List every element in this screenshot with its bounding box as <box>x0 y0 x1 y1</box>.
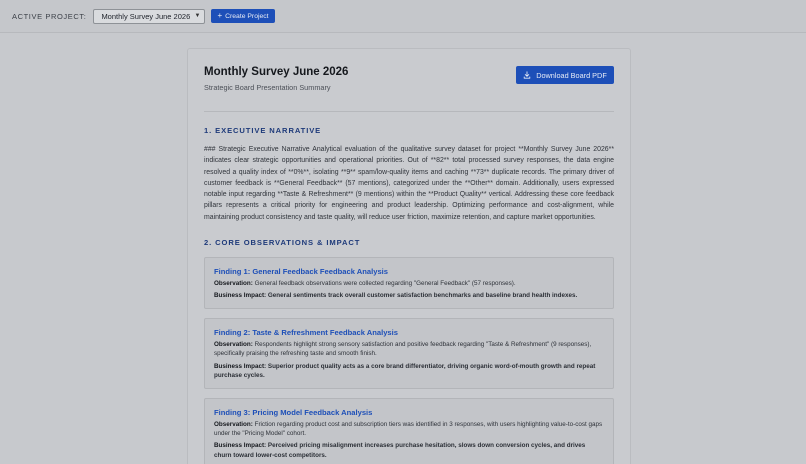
report-card <box>187 48 631 464</box>
plus-icon: + <box>217 11 223 20</box>
finding-card <box>204 318 614 389</box>
finding-observation <box>214 340 604 359</box>
finding-title: Finding 2: Taste & Refreshment Feedback Analysis <box>214 327 398 337</box>
impact-text: Perceived pricing misalignment increases purchase hesitation, slows down conversion cycles, and drives churn toward lower-cost competitors. <box>214 442 586 459</box>
create-project-button[interactable] <box>211 9 274 23</box>
observation-text: General feedback observations were collected regarding "General Feedback" (57 responses). <box>254 280 516 288</box>
impact-label: Business Impact: <box>214 442 267 450</box>
report-title: Monthly Survey June 2026 <box>204 66 349 78</box>
impact-text: General sentiments track overall customer satisfaction benchmarks and baseline brand health indexes. <box>267 292 578 300</box>
observation-text: Respondents highlight strong sensory satisfaction and positive feedback regarding "Taste & Refreshment" (9 responses), specifically praising the refreshing taste and smooth finish. <box>214 340 592 358</box>
observation-text: Friction regarding product cost and subscription tiers was identified in 3 responses, with users highlighting value-to-cost gaps under the "Pricing Model" cohort. <box>214 420 603 437</box>
project-select-value: Monthly Survey June 2026 <box>101 11 191 21</box>
finding-title: Finding 1: General Feedback Feedback Analysis <box>214 267 389 277</box>
finding-observation <box>214 420 604 439</box>
finding-impact <box>214 362 604 381</box>
download-pdf-label: Download Board PDF <box>536 70 607 80</box>
core-observations-heading: 2. CORE OBSERVATIONS & IMPACT <box>204 238 361 248</box>
download-pdf-button[interactable] <box>516 66 614 84</box>
project-select[interactable] <box>93 9 205 24</box>
finding-impact <box>214 441 604 460</box>
report-header <box>204 66 614 112</box>
executive-narrative-heading: 1. EXECUTIVE NARRATIVE <box>204 126 322 135</box>
finding-card <box>204 257 614 309</box>
top-bar <box>0 0 806 33</box>
finding-observation <box>214 279 604 288</box>
finding-impact <box>214 291 604 300</box>
observation-label: Observation: <box>214 340 253 348</box>
impact-label: Business Impact: <box>214 362 267 370</box>
impact-text: Superior product quality acts as a core brand differentiator, driving organic word-of-mouth growth and repeat purchase cycles. <box>214 362 596 380</box>
active-project-label: ACTIVE PROJECT: <box>12 11 87 21</box>
download-icon <box>523 71 531 79</box>
observation-label: Observation: <box>214 420 253 428</box>
executive-narrative-text: ### Strategic Executive Narrative Analytical evaluation of the qualitative survey dataset for project **Monthly Survey June 2026** indicates clear strategic opportunities and operational priorities. Out of **82** total processed survey responses, the data engine resolved a quality index of **0%**, isolating **9** spam/low-quality items and caching **73** duplicate records. The primary driver of customer feedback is **General Feedback** (57 mentions), categorized under the **Other** domain. Additionally, users expressed notable input regarding **Taste & Refreshment** (9 mentions) within the **Product Quality** vertical. Addressing these core feedback pillars represents a critical priority for engineering and product leadership. Optimizing performance and cost-alignment, while maintaining product consistency and taste quality, will reduce user friction, maximize retention, and capture market opportunities. <box>204 146 614 221</box>
chevron-down-icon: ▼ <box>194 13 201 19</box>
impact-label: Business Impact: <box>214 292 267 300</box>
create-project-label: Create Project <box>225 12 269 20</box>
observation-label: Observation: <box>214 280 253 288</box>
report-subtitle: Strategic Board Presentation Summary <box>204 83 331 92</box>
finding-card <box>204 398 614 464</box>
finding-title: Finding 3: Pricing Model Feedback Analysis <box>214 407 373 417</box>
